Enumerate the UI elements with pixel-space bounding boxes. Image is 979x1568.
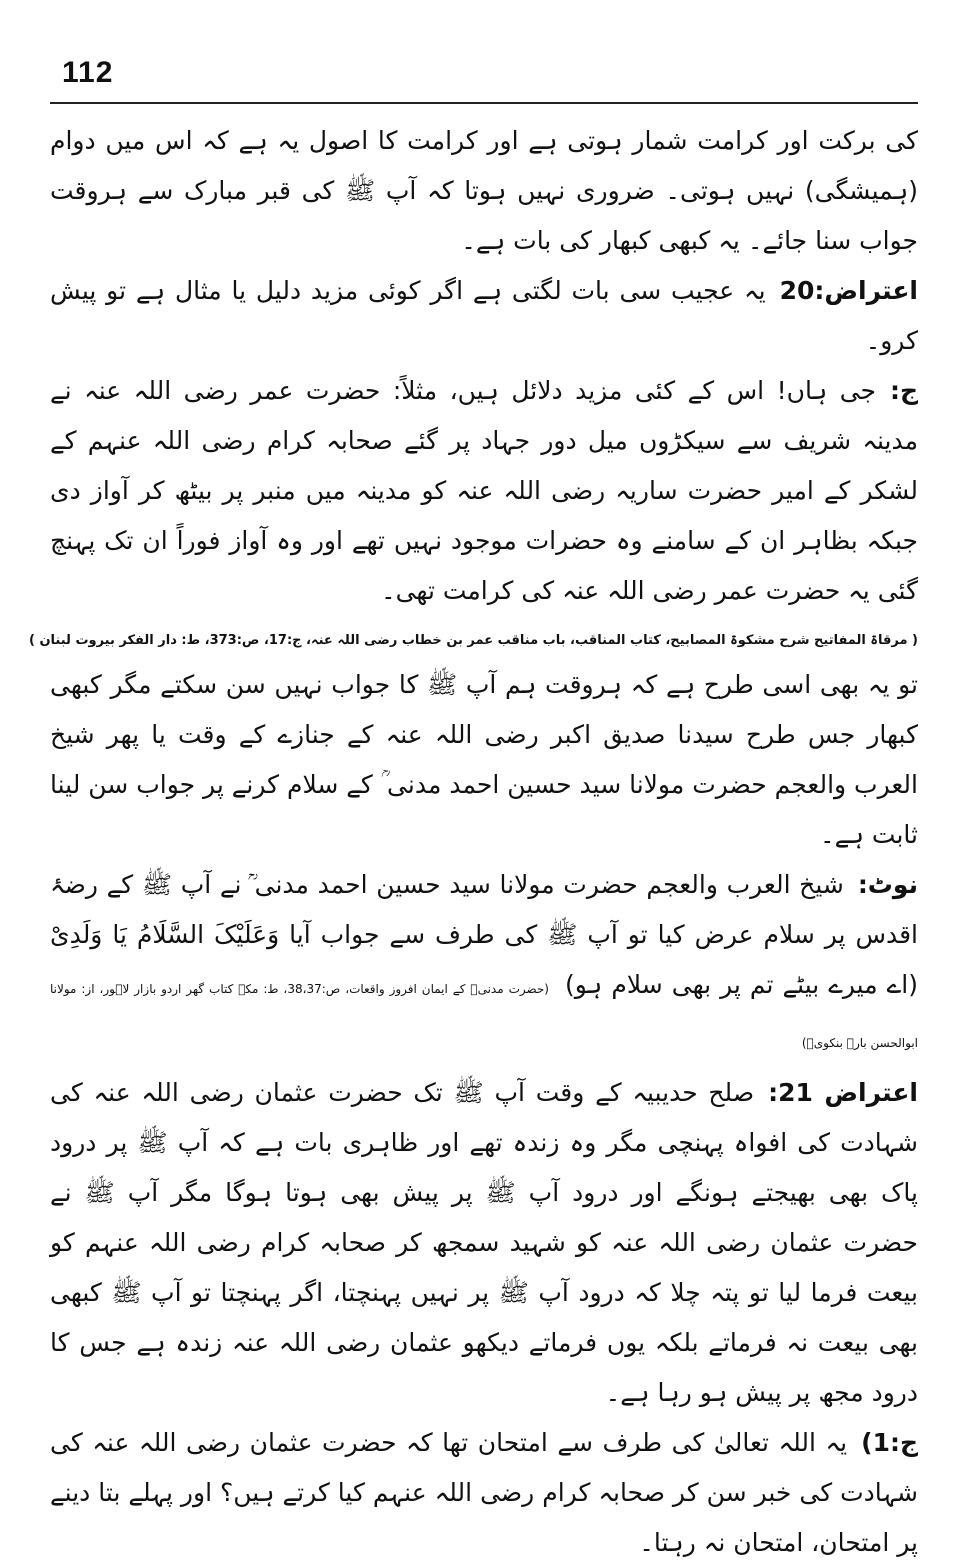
objection-21-text: صلح حدیبیہ کے وقت آپ ﷺ تک حضرت عثمان رضی اللہ عنہ کی شہادت کی افواہ پہنچی مگر وہ زندہ تھے اور ظاہری بات ہے کہ آپ ﷺ پر درود پاک بھی بھیجتے ہونگے اور درود آپ ﷺ پر پیش بھی ہوتا ہوگا مگر آپ ﷺ نے حضرت عثمان رضی اللہ عنہ کو شہید سمجھ کر صحابہ کرام رضی اللہ عنہم کو بیعت فرما لیا تو پتہ چلا کہ درود آپ ﷺ پر نہیں پہنچتا، اگر پہنچتا تو آپ ﷺ کبھی بھی بیعت نہ فرماتے بلکہ یوں فرماتے دیکھو عثمان رضی اللہ عنہ زندہ ہے جس کا درود مجھ پر پیش ہو رہا ہے۔ — [50, 1078, 918, 1407]
answer-20-label: ج: — [889, 376, 918, 405]
note — [50, 860, 918, 1068]
objection-21 — [50, 1068, 918, 1418]
paragraph-explanation: تو یہ بھی اسی طرح ہے کہ ہروقت ہم آپ ﷺ کا جواب نہیں سن سکتے مگر کبھی کبھار جس طرح سیدنا صدیق اکبر رضی اللہ عنہ کے جنازے کے وقت یا پھر شیخ العرب والعجم حضرت مولانا سید حسین احمد مدنی ؒ کے سلام کرنے پر جواب سن لینا ثابت ہے۔ — [50, 670, 918, 849]
note-label: نوٹ: — [857, 870, 918, 899]
answer-21-label: ج:1) — [861, 1428, 918, 1457]
objection-20 — [50, 266, 918, 366]
answer-21 — [50, 1418, 918, 1568]
page-body — [28, 116, 919, 1568]
page-number: 112 — [62, 56, 114, 89]
answer-20 — [50, 366, 918, 616]
objection-20-text: یہ عجیب سی بات لگتی ہے اگر کوئی مزید دلیل یا مثال ہے تو پیش کرو۔ — [50, 276, 918, 355]
answer-21-text: یہ اللہ تعالیٰ کی طرف سے امتحان تھا کہ حضرت عثمان رضی اللہ عنہ کی شہادت کی خبر سن کر صحابہ کرام رضی اللہ عنہم کیا کرتے ہیں؟ اور پہلے بتا دینے پر امتحان، امتحان نہ رہتا۔ — [50, 1428, 918, 1557]
objection-21-label: اعتراض 21: — [768, 1078, 918, 1107]
objection-20-label: اعتراض:20 — [779, 276, 918, 305]
reference-citation: ( مرقاۃ المفاتیح شرح مشکوۃ المصابیح، کتاب المناقب، باب مناقب عمر بن خطاب رضی اللہ عنہ، ج:17، ص:373، ط: دار الفکر بیروت لبنان ) — [28, 633, 918, 648]
paragraph-intro: کی برکت اور کرامت شمار ہوتی ہے اور کرامت کا اصول یہ ہے کہ اس میں دوام (ہمیشگی) نہیں ہوتی۔ ضروری نہیں ہوتا کہ آپ ﷺ کی قبر مبارک سے ہروقت جواب سنا جائے۔ یہ کبھی کبھار کی بات ہے۔ — [50, 126, 918, 255]
answer-20-text: جی ہاں! اس کے کئی مزید دلائل ہیں، مثلاً: حضرت عمر رضی اللہ عنہ نے مدینہ شریف سے سیکڑوں میل دور جہاد پر گئے صحابہ کرام رضی اللہ عنہم کے لشکر کے امیر حضرت ساریہ رضی اللہ عنہ کو مدینہ میں منبر پر بیٹھ کر آواز دی جبکہ بظاہر ان کے سامنے وہ حضرات موجود نہیں تھے اور وہ آواز فوراً ان تک پہنچ گئی یہ حضرت عمر رضی اللہ عنہ کی کرامت تھی۔ — [50, 376, 918, 605]
note-text: شیخ العرب والعجم حضرت مولانا سید حسین احمد مدنی ؒ نے آپ ﷺ کے رضۂ اقدس پر سلام عرض کیا تو آپ ﷺ کی طرف سے جواب آیا وَعَلَیْکَ السَّلَامُ یَا وَلَدِیْ (اے میرے بیٹے تم پر بھی سلام ہو) — [50, 870, 919, 999]
note-reference: (حضرت مدنیؒ کے ایمان افروز واقعات، ص:38،37، ط: مکہ کتاب گھر اردو بازار لاہور، از: مولانا ابوالحسن بارہ بنکویؒ) — [50, 982, 918, 1050]
header-rule — [50, 102, 918, 104]
